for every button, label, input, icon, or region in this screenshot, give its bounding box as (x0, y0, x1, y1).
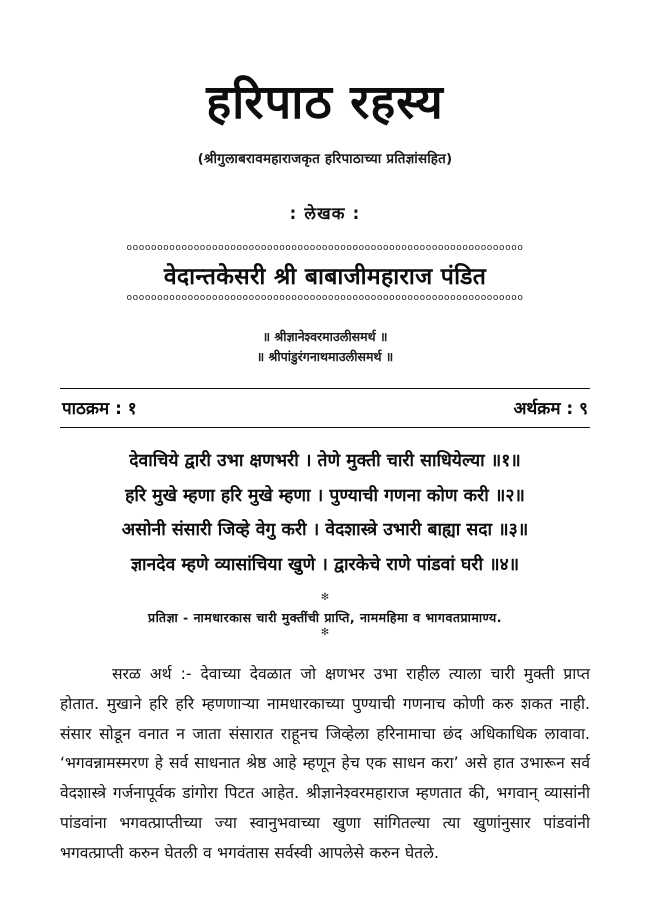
arthakram-label: अर्थक्रम : ९ (513, 399, 588, 420)
ornamental-rule-bottom: ooooooooooooooooooooooooooooooooooooooooooooooooooooooooooooooooo (126, 294, 524, 304)
asterisk-ornament-bottom: ✻ (320, 626, 330, 638)
invocation-block (60, 327, 590, 366)
page-title: हरिपाठ रहस्य (206, 75, 444, 130)
author-name: वेदान्तकेसरी श्री बाबाजीमहाराज पंडित (163, 264, 487, 291)
title-block (60, 0, 590, 167)
pathakram-label: पाठक्रम : १ (62, 399, 137, 420)
verse-line: हरि मुखे म्हणा हरि मुखे म्हणा । पुण्याची गणना कोण करी ॥२॥ (125, 485, 525, 506)
ornamental-rule-top: ooooooooooooooooooooooooooooooooooooooooooooooooooooooooooooooooo (126, 244, 524, 254)
verse-line: असोनी संसारी जिव्हे वेगु करी । वेदशास्त्रे उभारी बाह्या सदा ॥३॥ (121, 520, 529, 541)
header-band (60, 388, 590, 428)
invocation-line-1: ॥ श्रीज्ञानेश्वरमाउलीसमर्थ ॥ (262, 329, 388, 345)
verse-line: देवाचिये द्वारी उभा क्षणभरी । तेणे मुक्ती चारी साधियेल्या ॥१॥ (129, 451, 521, 472)
asterisk-ornament-top: ✻ (320, 591, 330, 603)
pledge-line: प्रतिज्ञा - नामधारकास चारी मुक्तींची प्राप्ति, नाममहिमा व भागवतप्रामाण्य. (147, 609, 503, 625)
page-subtitle: (श्रीगुलाबरावमहाराजकृत हरिपाठाच्या प्रतिज्ञांसहित) (197, 151, 453, 168)
author-label: : लेखक : (289, 204, 361, 224)
author-block (60, 201, 590, 305)
prose-paragraph: सरळ अर्थ :- देवाच्या देवळात जो क्षणभर उभा राहील त्याला चारी मुक्ती प्राप्त होतात. मुखाने हरि हरि म्हणणाऱ्या नामधारकाच्या पुण्याची गणनाच कोणी करु शकत नाही. संसार सोडून वनात न जाता संसारात राहूनच जिव्हेला हरिनामाचा छंद अधिकाधिक लावावा. ‘भगवन्नामस्मरण हे सर्व साधनात श्रेष्ठ आहे म्हणून हेच एक साधन करा’ असे हात उभारून सर्व वेदशास्त्रे गर्जनापूर्वक डांगोरा पिटत आहेत. श्रीज्ञानेश्वरमहाराज म्हणतात की, भगवान् व्यासांनी पांडवांना भगवत्प्राप्तीच्या ज्या स्वानुभवाच्या खुणा सांगितल्या त्या खुणांनुसार पांडवांनी भगवत्प्राप्ती करुन घेतली व भगवंतास सर्वस्वी आपलेसे करुन घेतले. (60, 664, 590, 863)
invocation-line-2: ॥ श्रीपांडुरंगनाथमाउलीसमर्थ ॥ (256, 348, 394, 364)
verse-block (60, 444, 590, 583)
verse-line: ज्ञानदेव म्हणे व्यासांचिया खुणे । द्वारकेचे राणे पांडवां घरी ॥४॥ (130, 555, 520, 576)
